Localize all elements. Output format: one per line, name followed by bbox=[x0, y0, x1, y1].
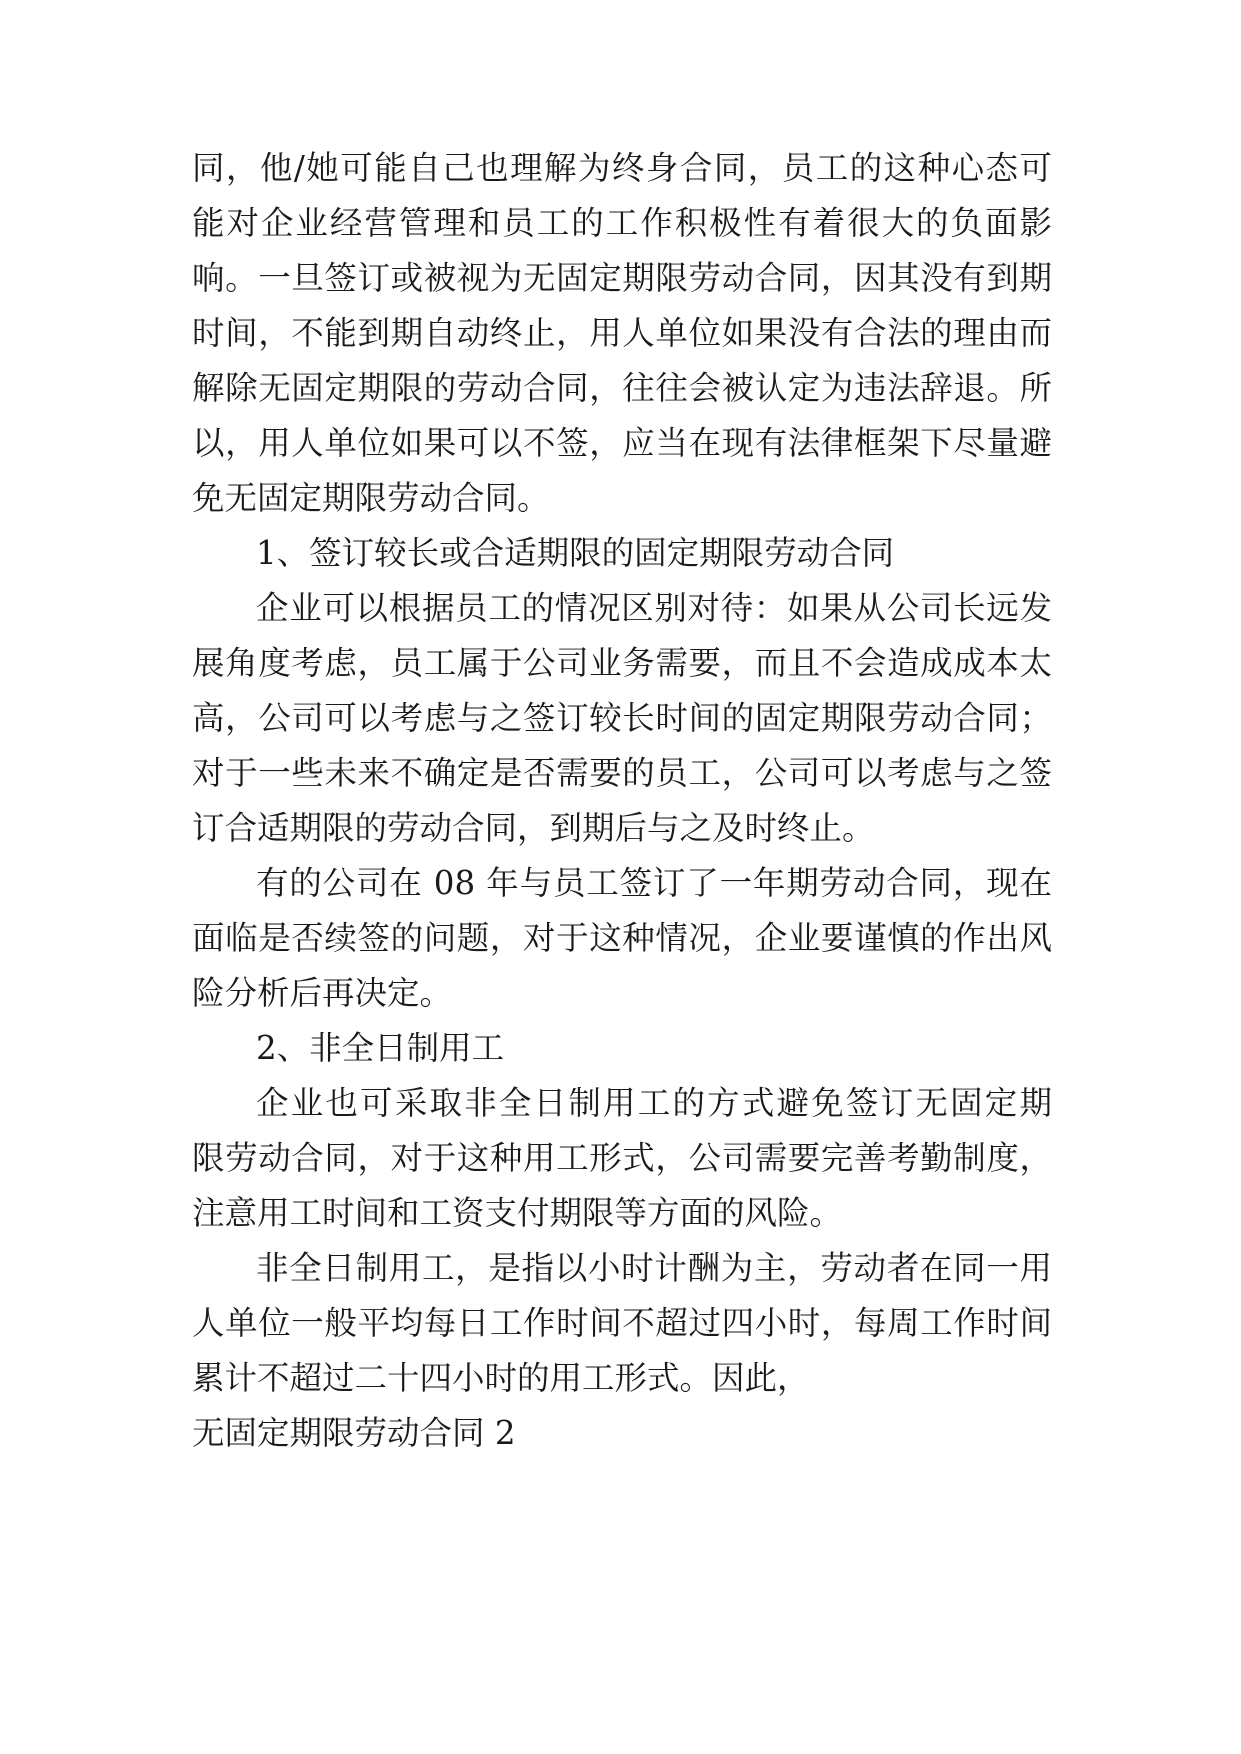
text-line: 免无固定期限劳动合同。 bbox=[192, 479, 550, 517]
text-line: 注意用工时间和工资支付期限等方面的风险。 bbox=[192, 1194, 843, 1232]
text-line: 限劳动合同，对于这种用工形式，公司需要完善考勤制度， bbox=[192, 1139, 1052, 1177]
text-line: 企业可以根据员工的情况区别对待：如果从公司长远发 bbox=[256, 589, 1052, 627]
text-line: 以，用人单位如果可以不签，应当在现有法律框架下尽量避 bbox=[192, 424, 1052, 462]
text-line: 解除无固定期限的劳动合同，往往会被认定为违法辞退。所 bbox=[192, 369, 1052, 407]
text-line: 展角度考虑，员工属于公司业务需要，而且不会造成成本太 bbox=[192, 644, 1052, 682]
text-line: 险分析后再决定。 bbox=[192, 974, 453, 1012]
text-line: 同，他/她可能自己也理解为终身合同，员工的这种心态可 bbox=[192, 149, 1052, 187]
text-line: 累计不超过二十四小时的用工形式。因此， bbox=[192, 1359, 810, 1397]
text-line: 人单位一般平均每日工作时间不超过四小时，每周工作时间 bbox=[192, 1304, 1052, 1342]
text-line: 对于一些未来不确定是否需要的员工，公司可以考虑与之签 bbox=[192, 754, 1052, 792]
text-line: 订合适期限的劳动合同，到期后与之及时终止。 bbox=[192, 809, 875, 847]
text-line: 非全日制用工，是指以小时计酬为主，劳动者在同一用 bbox=[256, 1249, 1052, 1287]
document-title-footer: 无固定期限劳动合同 2 bbox=[192, 1414, 516, 1452]
text-line: 时间，不能到期自动终止，用人单位如果没有合法的理由而 bbox=[192, 314, 1052, 352]
section-heading: 1、签订较长或合适期限的固定期限劳动合同 bbox=[256, 534, 895, 572]
text-line: 能对企业经营管理和员工的工作积极性有着很大的负面影 bbox=[192, 204, 1052, 242]
section-heading: 2、非全日制用工 bbox=[256, 1029, 505, 1067]
text-line: 面临是否续签的问题，对于这种情况，企业要谨慎的作出风 bbox=[192, 919, 1052, 957]
text-line: 企业也可采取非全日制用工的方式避免签订无固定期 bbox=[256, 1084, 1052, 1122]
text-line: 有的公司在 08 年与员工签订了一年期劳动合同，现在 bbox=[256, 864, 1052, 902]
text-line: 高，公司可以考虑与之签订较长时间的固定期限劳动合同； bbox=[192, 699, 1052, 737]
text-line: 响。一旦签订或被视为无固定期限劳动合同，因其没有到期 bbox=[192, 259, 1052, 297]
